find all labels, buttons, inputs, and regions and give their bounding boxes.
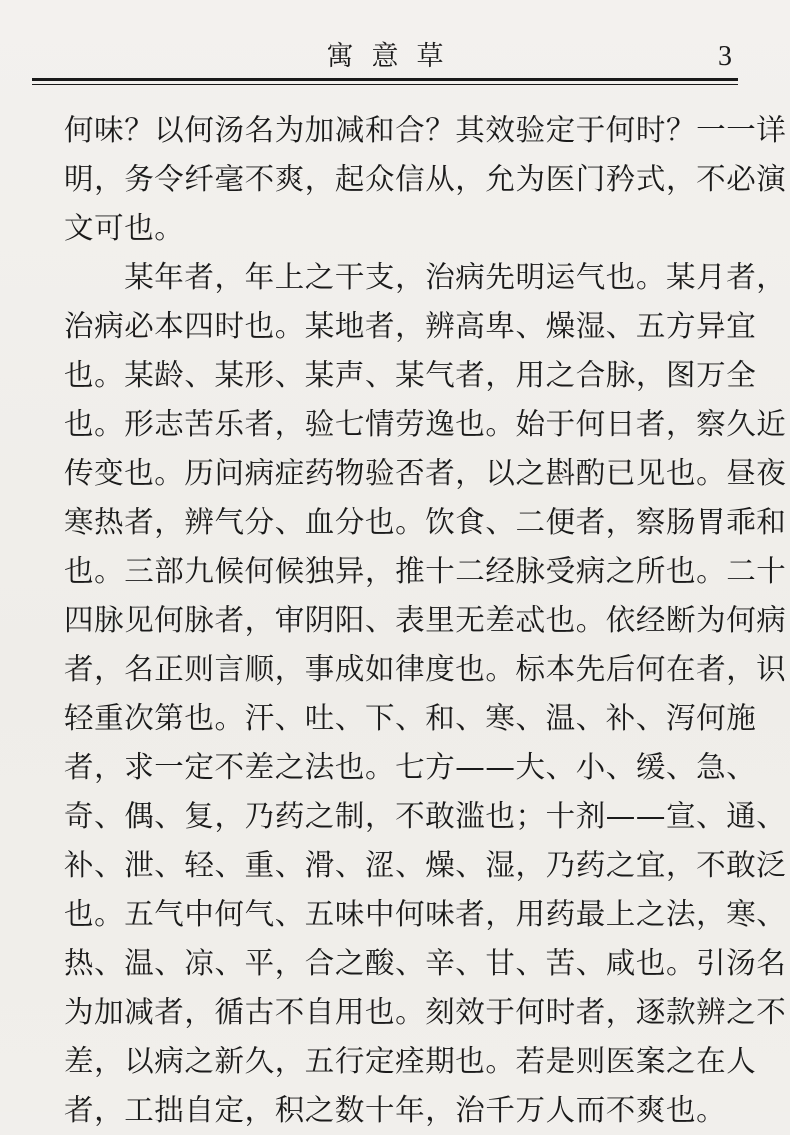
text-line: 也。某龄、某形、某声、某气者，用之合脉，图万全: [64, 358, 757, 392]
text-line: 热、温、凉、平，合之酸、辛、甘、苦、咸也。引汤名: [64, 946, 787, 980]
text-line: 文可也。: [64, 211, 185, 245]
text-line: 明，务令纤毫不爽，起众信从，允为医门矜式，不必演: [64, 162, 787, 196]
text-line: 某年者，年上之干支，治病先明运气也。某月者，: [64, 260, 787, 294]
text-line: 为加减者，循古不自用也。刻效于何时者，逐款辨之不: [64, 995, 787, 1029]
text-line: 奇、偶、复，乃药之制，不敢滥也；十剂——宣、通、: [64, 799, 787, 833]
text-line: 者，求一定不差之法也。七方——大、小、缓、急、: [64, 750, 757, 784]
text-line: 者，工拙自定，积之数十年，治千万人而不爽也。: [64, 1093, 727, 1127]
text-line: 补、泄、轻、重、滑、涩、燥、湿，乃药之宜，不敢泛: [64, 848, 787, 882]
text-line: 差，以病之新久，五行定痊期也。若是则医案之在人: [64, 1044, 757, 1078]
text-line: 四脉见何脉者，审阴阳、表里无差忒也。依经断为何病: [64, 603, 787, 637]
body-text: [64, 106, 787, 1135]
text-line: 轻重次第也。汗、吐、下、和、寒、温、补、泻何施: [64, 701, 757, 735]
text-line: 也。五气中何气、五味中何味者，用药最上之法，寒、: [64, 897, 787, 931]
text-line: 传变也。历问病症药物验否者，以之斟酌已见也。昼夜: [64, 456, 787, 490]
header-rule-thick: [32, 78, 738, 81]
text-line: 何味？以何汤名为加减和合？其效验定于何时？一一详: [64, 113, 787, 147]
text-line: 寒热者，辨气分、血分也。饮食、二便者，察肠胃乖和: [64, 505, 787, 539]
text-line: 者，名正则言顺，事成如律度也。标本先后何在者，识: [64, 652, 787, 686]
running-head: [30, 38, 740, 78]
text-line: 治病必本四时也。某地者，辨高卑、燥湿、五方异宜: [64, 309, 757, 343]
running-title: 寓意草: [326, 41, 462, 72]
page-number: 3: [718, 41, 732, 72]
text-line: 也。三部九候何候独异，推十二经脉受病之所也。二十: [64, 554, 787, 588]
header-rule-thin: [32, 84, 738, 85]
text-line: 也。形志苦乐者，验七情劳逸也。始于何日者，察久近: [64, 407, 787, 441]
